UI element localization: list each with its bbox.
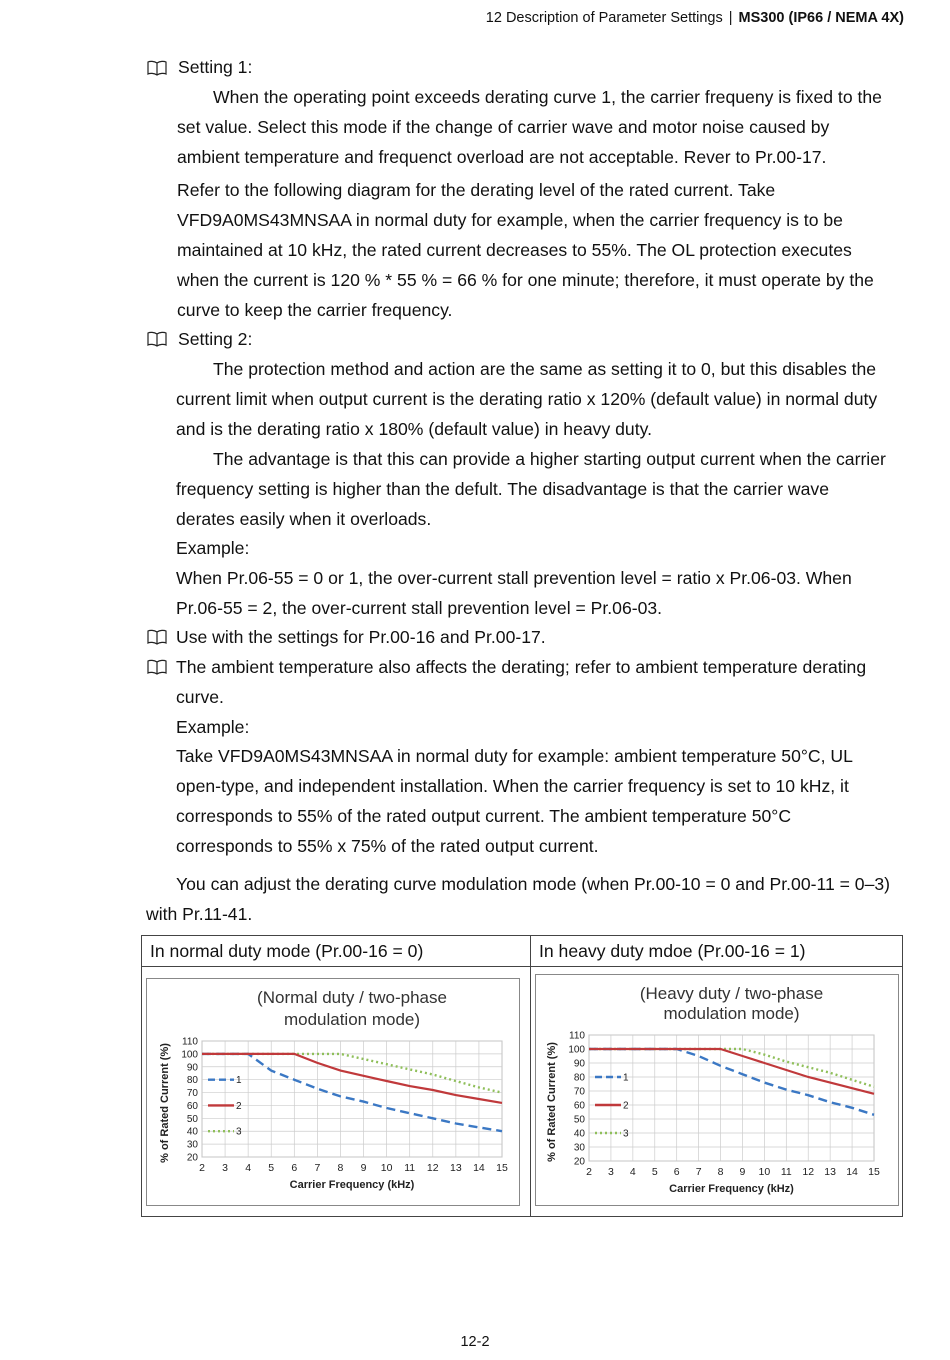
text-line: Example: xyxy=(176,717,250,737)
x-tick-label: 3 xyxy=(608,1166,614,1178)
text-line: with Pr.11-41. xyxy=(146,904,253,924)
text-line: corresponds to 55% of the rated output current. The ambient temperature 50°C xyxy=(176,806,792,826)
setting-2-label: Setting 2: xyxy=(178,329,253,349)
x-tick-label: 2 xyxy=(586,1166,592,1178)
x-tick-label: 14 xyxy=(846,1166,858,1178)
header-separator: | xyxy=(728,10,733,26)
page-number: 12-2 xyxy=(460,1334,490,1350)
legend-label-1: 1 xyxy=(236,1075,242,1087)
x-tick-label: 13 xyxy=(450,1162,462,1174)
y-tick-label: 60 xyxy=(573,1100,585,1112)
x-axis-label: Carrier Frequency (kHz) xyxy=(669,1183,794,1195)
page-header xyxy=(486,10,904,26)
plot-area xyxy=(589,1035,874,1161)
text-line: Take VFD9A0MS43MNSAA in normal duty for example: ambient temperature 50°C, UL xyxy=(176,746,853,766)
x-tick-label: 4 xyxy=(245,1162,252,1174)
text-line: The ambient temperature also affects the derating; refer to ambient temperature derating xyxy=(176,657,867,677)
x-tick-label: 11 xyxy=(780,1166,792,1178)
x-tick-label: 5 xyxy=(268,1162,275,1174)
x-tick-label: 4 xyxy=(629,1166,636,1178)
y-tick-label: 70 xyxy=(573,1086,585,1098)
x-tick-label: 11 xyxy=(404,1162,416,1174)
y-tick-label: 50 xyxy=(573,1114,585,1126)
x-tick-label: 10 xyxy=(380,1162,393,1174)
y-tick-label: 80 xyxy=(186,1075,198,1087)
text-line: ambient temperature and frequenct overload are not acceptable. Rever to Pr.00-17. xyxy=(177,147,827,167)
text-line: When Pr.06-55 = 0 or 1, the over-current stall prevention level = ratio x Pr.06-03. When xyxy=(176,568,852,588)
legend-label-1: 1 xyxy=(623,1072,629,1084)
x-tick-label: 7 xyxy=(314,1162,321,1174)
setting-1-label: Setting 1: xyxy=(178,57,253,77)
y-tick-label: 110 xyxy=(182,1036,198,1048)
book-icon xyxy=(147,629,167,645)
chart-title: modulation mode) xyxy=(663,1004,800,1023)
text-line: Example: xyxy=(176,538,250,558)
y-tick-label: 100 xyxy=(568,1044,585,1056)
y-axis-label: % of Rated Current (%) xyxy=(159,1043,171,1163)
chart-normal-duty xyxy=(146,978,520,1206)
x-tick-label: 8 xyxy=(337,1162,344,1174)
text-line: and is the derating ratio x 180% (default value) in heavy duty. xyxy=(176,419,652,439)
header-model: MS300 (IP66 / NEMA 4X) xyxy=(738,10,904,26)
y-tick-label: 40 xyxy=(186,1126,198,1138)
y-tick-label: 60 xyxy=(186,1100,198,1112)
book-icon xyxy=(147,659,167,675)
x-tick-label: 15 xyxy=(496,1162,508,1174)
x-tick-label: 3 xyxy=(222,1162,228,1174)
text-line: Use with the settings for Pr.00-16 and Pr.00-17. xyxy=(176,627,546,647)
text-line: The protection method and action are the same as setting it to 0, but this disables the xyxy=(213,359,877,379)
x-tick-label: 12 xyxy=(802,1166,815,1178)
x-tick-label: 10 xyxy=(758,1166,771,1178)
legend-label-3: 3 xyxy=(236,1126,242,1138)
x-tick-label: 6 xyxy=(673,1166,680,1178)
text-line: when the current is 120 % * 55 % = 66 % for one minute; therefore, it must operate by the xyxy=(177,270,874,290)
x-tick-label: 12 xyxy=(426,1162,439,1174)
text-line: derates easily when it overloads. xyxy=(176,509,432,529)
chart-heavy-svg xyxy=(536,975,898,1205)
y-tick-label: 40 xyxy=(573,1128,585,1140)
y-tick-label: 20 xyxy=(186,1152,198,1164)
x-tick-label: 7 xyxy=(695,1166,702,1178)
text-line: Pr.06-55 = 2, the over-current stall prevention level = Pr.06-03. xyxy=(176,598,663,618)
y-axis-label: % of Rated Current (%) xyxy=(546,1042,558,1162)
x-axis-label: Carrier Frequency (kHz) xyxy=(289,1179,415,1191)
text-line: curve. xyxy=(176,687,224,707)
table-header-normal: In normal duty mode (Pr.00-16 = 0) xyxy=(142,936,531,967)
y-tick-label: 110 xyxy=(569,1030,585,1042)
text-line: Refer to the following diagram for the derating level of the rated current. Take xyxy=(177,180,776,200)
y-tick-label: 100 xyxy=(181,1049,198,1061)
legend-label-2: 2 xyxy=(623,1100,629,1112)
x-tick-label: 13 xyxy=(824,1166,836,1178)
text-line: The advantage is that this can provide a higher starting output current when the carrier xyxy=(213,449,886,469)
chart-title: (Normal duty / two-phase xyxy=(257,988,447,1007)
x-tick-label: 15 xyxy=(868,1166,880,1178)
text-line: maintained at 10 kHz, the rated current decreases to 55%. The OL protection executes xyxy=(177,240,852,260)
y-tick-label: 50 xyxy=(186,1113,198,1125)
text-line: current limit when output current is the derating ratio x 120% (default value) in normal duty xyxy=(176,389,878,409)
y-tick-label: 80 xyxy=(573,1072,585,1084)
text-line: corresponds to 55% x 75% of the rated output current. xyxy=(176,836,599,856)
legend-label-2: 2 xyxy=(236,1100,242,1112)
text-line: When the operating point exceeds derating curve 1, the carrier frequeny is fixed to the xyxy=(213,87,882,107)
x-tick-label: 9 xyxy=(360,1162,367,1174)
y-tick-label: 70 xyxy=(186,1088,198,1100)
y-tick-label: 90 xyxy=(186,1062,198,1074)
x-tick-label: 5 xyxy=(651,1166,658,1178)
legend-label-3: 3 xyxy=(623,1128,629,1140)
text-line: open-type, and independent installation. When the carrier frequency is set to 10 kHz, it xyxy=(176,776,849,796)
chart-heavy-duty xyxy=(535,974,899,1206)
x-tick-label: 8 xyxy=(717,1166,724,1178)
book-icon xyxy=(147,331,167,347)
text-line: curve to keep the carrier frequency. xyxy=(177,300,453,320)
chart-title: modulation mode) xyxy=(283,1010,421,1029)
text-line: frequency setting is higher than the defult. The disadvantage is that the carrier wave xyxy=(176,479,829,499)
y-tick-label: 30 xyxy=(573,1142,585,1154)
y-tick-label: 30 xyxy=(186,1139,198,1151)
book-icon xyxy=(147,60,167,76)
text-line: You can adjust the derating curve modulation mode (when Pr.00-10 = 0 and Pr.00-11 = 0–3) xyxy=(176,874,890,894)
table-header-heavy: In heavy duty mdoe (Pr.00-16 = 1) xyxy=(531,936,903,967)
text-line: VFD9A0MS43MNSAA in normal duty for example, when the carrier frequency is to be xyxy=(177,210,843,230)
x-tick-label: 14 xyxy=(473,1162,485,1174)
x-tick-label: 6 xyxy=(291,1162,298,1174)
text-line: set value. Select this mode if the change of carrier wave and motor noise caused by xyxy=(177,117,830,137)
x-tick-label: 2 xyxy=(199,1162,205,1174)
y-tick-label: 90 xyxy=(573,1058,585,1070)
header-section: 12 Description of Parameter Settings xyxy=(485,10,723,26)
chart-title: (Heavy duty / two-phase xyxy=(639,984,824,1003)
chart-normal-svg xyxy=(147,979,519,1205)
y-tick-label: 20 xyxy=(573,1156,585,1168)
x-tick-label: 9 xyxy=(739,1166,746,1178)
